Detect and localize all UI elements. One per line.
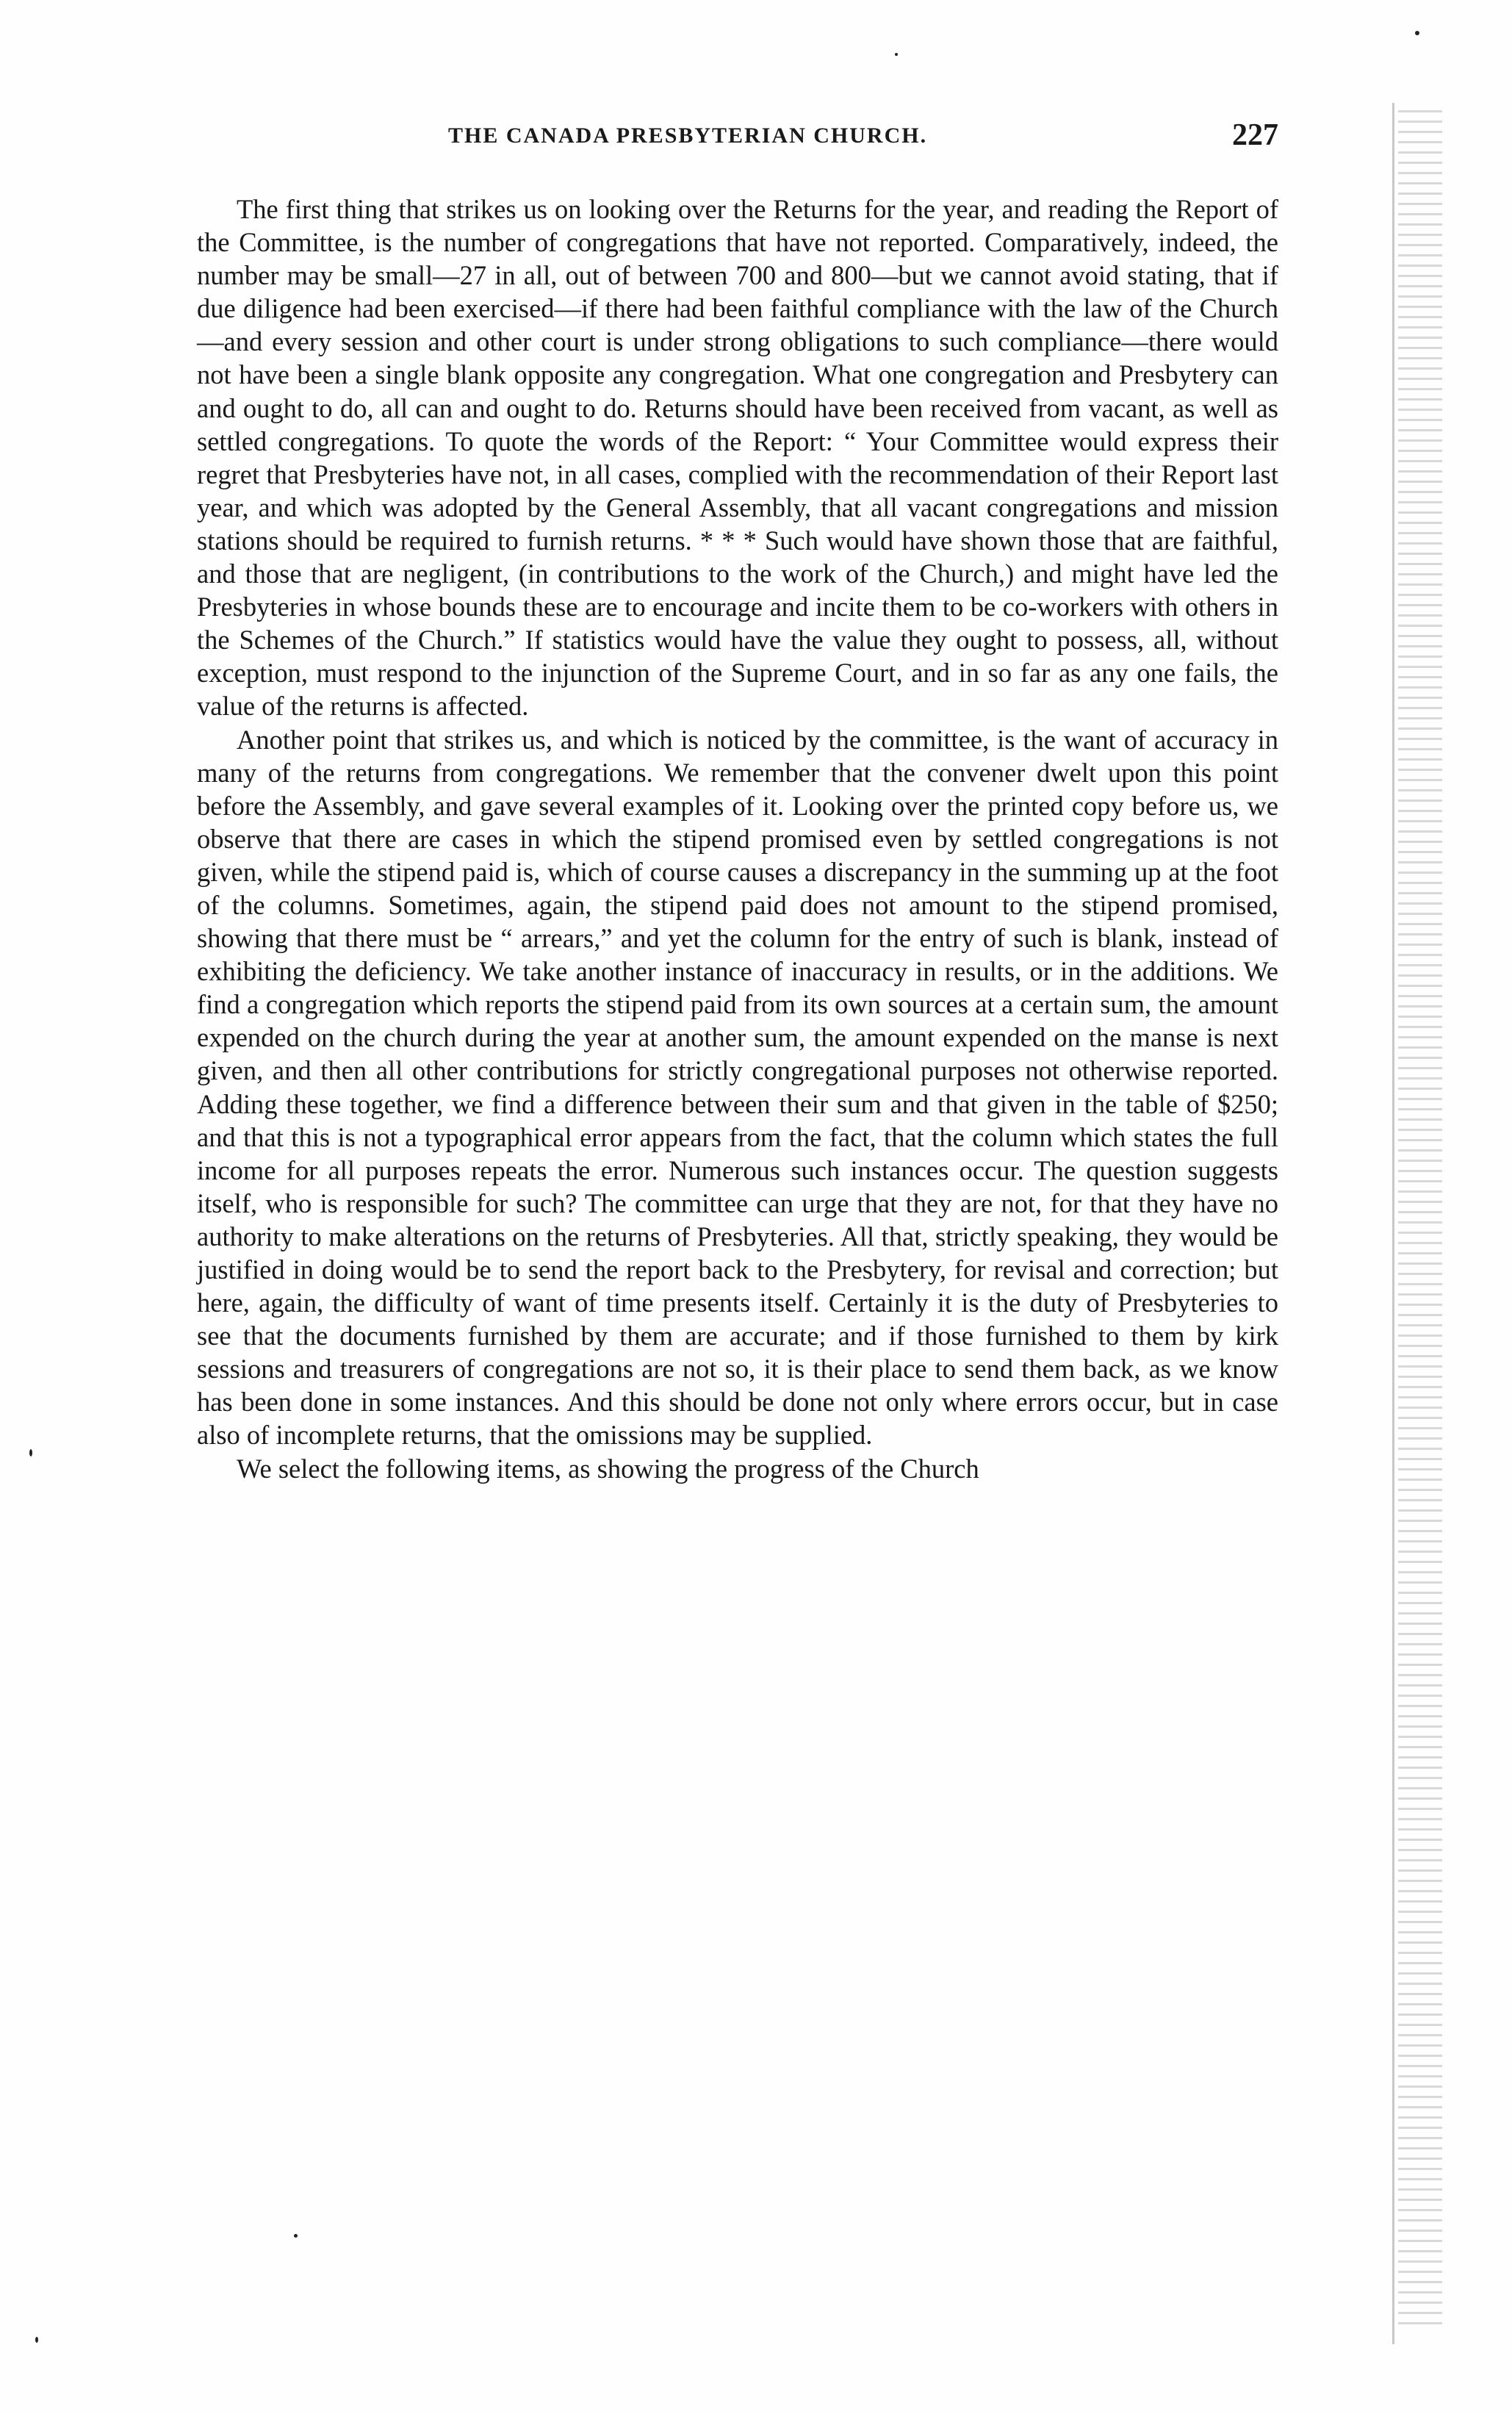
running-head: THE CANADA PRESBYTERIAN CHURCH. (448, 123, 928, 148)
page-number: 227 (1232, 118, 1278, 152)
scan-speck (895, 53, 898, 56)
binding-edge-shadow (1398, 110, 1442, 2329)
paragraph-returns: The first thing that strikes us on looking over the Returns for the year, and reading the Report of the Committee, is the number of congregations that have not reported. Comparatively, indeed, the number may be small—27 in all, out of between 700 and 800—but we cannot avoid stating, that if due diligence had been exercised—if there had been faithful compliance with the law of the Church—and every session and other court is under strong obligations to such compliance—there would not have been a single blank opposite any congregation. What one congregation and Presbytery can and ought to do, all can and ought to do. Returns should have been received from vacant, as well as settled congregations. To quote the words of the Report: “ Your Committee would express their regret that Presbyteries have not, in all cases, complied with the recommendation of their Report last year, and which was adopted by the General Assembly, that all vacant congregations and mission stations should be required to furnish returns. * * * Such would have shown those that are faithful, and those that are negligent, (in contributions to the work of the Church,) and might have led the Presbyteries in whose bounds these are to encourage and incite them to be co-workers with others in the Schemes of the Church.” If statistics would have the value they ought to possess, all, without exception, must respond to the injunction of the Supreme Court, and in so far as any one fails, the value of the returns is affected. (197, 194, 1278, 722)
scan-speck (35, 2337, 38, 2343)
scan-speck (294, 2234, 298, 2238)
paragraph-accuracy: Another point that strikes us, and which is noticed by the committee, is the want of accuracy in many of the returns from congregations. We remember that the convener dwelt upon this point before the Assembly, and gave several examples of it. Looking over the printed copy before us, we observe that there are cases in which the stipend promised even by settled congregations is not given, while the stipend paid is, which of course causes a discrepancy in the summing up at the foot of the columns. Sometimes, again, the stipend paid does not amount to the stipend promised, showing that there must be “ arrears,” and yet the column for the entry of such is blank, instead of exhibiting the deficiency. We take another instance of inaccuracy in results, or in the additions. We find a congregation which reports the stipend paid from its own sources at a certain sum, the amount expended on the church during the year at another sum, the amount expended on the manse is next given, and then all other contributions for strictly congregational purposes not otherwise reported. Adding these together, we find a difference between their sum and that given in the table of $250; and that this is not a typographical error appears from the fact, that the column which states the full income for all purposes repeats the error. Numerous such instances occur. The question suggests itself, who is responsible for such? The committee can urge that they are not, for that they have no authority to make alterations on the returns of Presbyteries. All that, strictly speaking, they would be justified in doing would be to send the report back to the Presbytery, for revisal and correction; but here, again, the difficulty of want of time presents itself. Certainly it is the duty of Presbyteries to see that the documents furnished by them are accurate; and if those furnished to them by kirk sessions and treasurers of congregations are not so, it is their place to send them back, as we know has been done in some instances. And this should be done not only where errors occur, but in case also of incomplete returns, that the omissions may be supplied. (197, 724, 1278, 1451)
paragraph-progress: We select the following items, as showing the progress of the Church (237, 1453, 979, 1484)
binding-edge-line (1392, 103, 1394, 2344)
article-body (197, 193, 1278, 1485)
scan-speck (1415, 31, 1419, 35)
scan-speck (29, 1449, 32, 1456)
page-header (220, 118, 1278, 160)
